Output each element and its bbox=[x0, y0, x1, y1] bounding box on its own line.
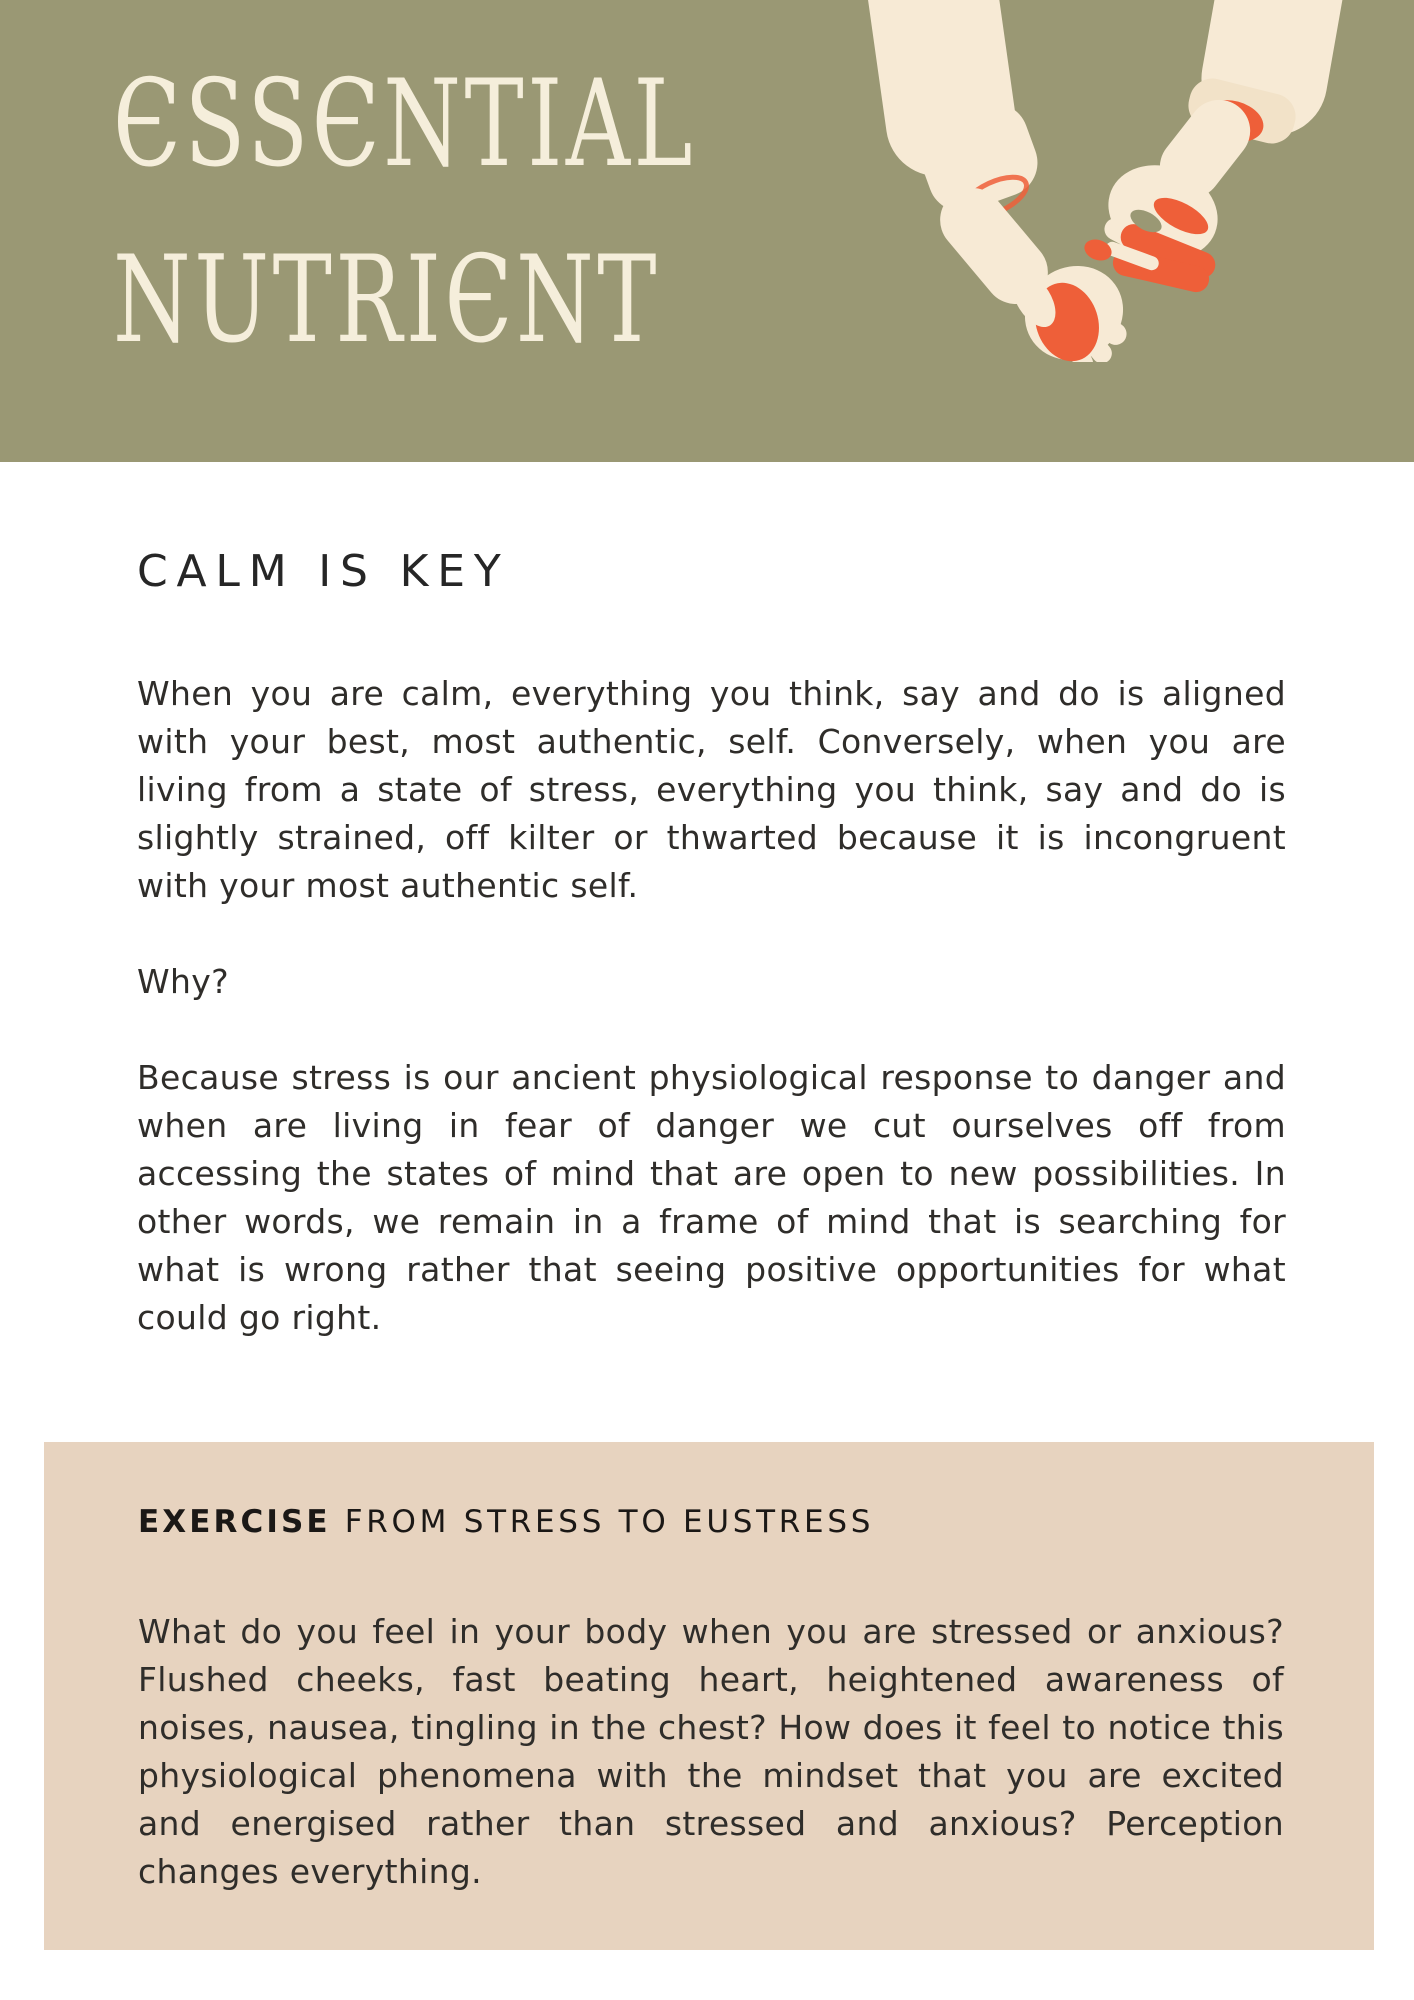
exercise-title: FROM STRESS TO EUSTRESS bbox=[344, 1504, 875, 1540]
paragraph-calm: When you are calm, everything you think, say and do is aligned with your best, most authentic, self. Conversely, when you are living from a state of stress, everything you think, say and do is slightly strained, off kilter or thwarted because it is incongruent with your most authentic self. bbox=[137, 674, 1286, 905]
section-heading: CALM IS KEY bbox=[137, 546, 510, 597]
header-banner bbox=[0, 0, 1414, 462]
page-title bbox=[113, 37, 696, 389]
exercise-label: EXERCISE bbox=[138, 1504, 331, 1540]
title-line-2: NUTRIЄNT bbox=[113, 231, 660, 370]
title-line-1: ЄSSЄNTIAL bbox=[113, 55, 697, 194]
main-section bbox=[0, 462, 1414, 1342]
exercise-heading bbox=[138, 1502, 1284, 1542]
exercise-box bbox=[44, 1442, 1374, 1950]
hands-illustration bbox=[674, 0, 1414, 362]
exercise-body: What do you feel in your body when you are stressed or anxious? Flushed cheeks, fast beating heart, heightened awareness of noises, nausea, tingling in the chest? How does it feel to notice this physiological phenomena with the mindset that you are excited and energised rather than stressed and anxious? Perception changes everything. bbox=[138, 1612, 1284, 1891]
paragraph-why: Why? bbox=[137, 962, 229, 1001]
paragraph-because: Because stress is our ancient physiological response to danger and when are living in fear of danger we cut ourselves off from accessing the states of mind that are open to new possibilities. In other words, we remain in a frame of mind that is searching for what is wrong rather that seeing positive opportunities for what could go right. bbox=[137, 1058, 1286, 1337]
right-arm-shape bbox=[1081, 0, 1361, 295]
left-arm-shape bbox=[860, 0, 1141, 362]
